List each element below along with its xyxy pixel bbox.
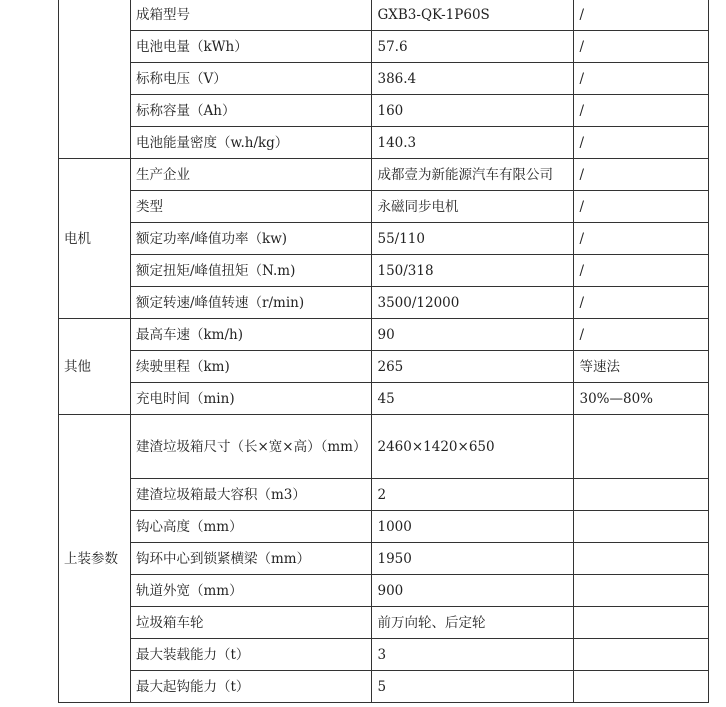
param-cell: 最大起钩能力（t） <box>131 671 372 703</box>
note-cell <box>574 415 709 479</box>
param-cell: 生产企业 <box>131 159 372 191</box>
table-row <box>59 31 709 63</box>
value-cell: 386.4 <box>372 63 574 95</box>
group-label-battery <box>59 0 131 159</box>
value-cell: 57.6 <box>372 31 574 63</box>
value-cell: 1950 <box>372 543 574 575</box>
table-row <box>59 575 709 607</box>
param-cell: 垃圾箱车轮 <box>131 607 372 639</box>
group-label-body-params: 上装参数 <box>59 415 131 703</box>
group-label-motor: 电机 <box>59 159 131 319</box>
value-cell: 55/110 <box>372 223 574 255</box>
note-cell <box>574 543 709 575</box>
note-cell <box>574 511 709 543</box>
table-row <box>59 95 709 127</box>
param-cell: 最大装载能力（t） <box>131 639 372 671</box>
table-row <box>59 191 709 223</box>
note-cell: / <box>574 31 709 63</box>
note-cell <box>574 575 709 607</box>
table-row <box>59 223 709 255</box>
note-cell <box>574 671 709 703</box>
value-cell: 90 <box>372 319 574 351</box>
note-cell: / <box>574 127 709 159</box>
value-cell: 成都壹为新能源汽车有限公司 <box>372 159 574 191</box>
value-cell: 永磁同步电机 <box>372 191 574 223</box>
param-cell: 额定扭矩/峰值扭矩（N.m) <box>131 255 372 287</box>
value-cell: 150/318 <box>372 255 574 287</box>
table-row <box>59 383 709 415</box>
param-cell: 电池能量密度（w.h/kg） <box>131 127 372 159</box>
param-cell: 标称容量（Ah） <box>131 95 372 127</box>
param-cell: 额定功率/峰值功率（kw) <box>131 223 372 255</box>
note-cell: / <box>574 63 709 95</box>
value-cell: 1000 <box>372 511 574 543</box>
param-cell: 成箱型号 <box>131 0 372 31</box>
table-row <box>59 607 709 639</box>
value-cell: 2 <box>372 479 574 511</box>
value-cell: 900 <box>372 575 574 607</box>
note-cell: / <box>574 159 709 191</box>
table-row <box>59 0 709 31</box>
value-cell: 45 <box>372 383 574 415</box>
group-label-other: 其他 <box>59 319 131 415</box>
value-cell: 265 <box>372 351 574 383</box>
note-cell: / <box>574 95 709 127</box>
table-row <box>59 63 709 95</box>
table-row <box>59 127 709 159</box>
table-row <box>59 639 709 671</box>
value-cell: 140.3 <box>372 127 574 159</box>
param-cell: 建渣垃圾箱最大容积（m3） <box>131 479 372 511</box>
note-cell: 30%—80% <box>574 383 709 415</box>
table-row <box>59 159 709 191</box>
param-cell: 钩环中心到锁紧横梁（mm） <box>131 543 372 575</box>
value-cell: 3 <box>372 639 574 671</box>
spec-table <box>58 0 709 703</box>
note-cell <box>574 639 709 671</box>
table-row <box>59 511 709 543</box>
table-row <box>59 415 709 479</box>
param-cell: 额定转速/峰值转速（r/min) <box>131 287 372 319</box>
table-row <box>59 255 709 287</box>
note-cell <box>574 607 709 639</box>
note-cell: / <box>574 287 709 319</box>
note-cell: / <box>574 191 709 223</box>
param-cell: 类型 <box>131 191 372 223</box>
note-cell: 等速法 <box>574 351 709 383</box>
note-cell: / <box>574 319 709 351</box>
table-row <box>59 671 709 703</box>
note-cell: / <box>574 0 709 31</box>
table-row <box>59 543 709 575</box>
value-cell: 5 <box>372 671 574 703</box>
value-cell: GXB3-QK-1P60S <box>372 0 574 31</box>
table-row <box>59 287 709 319</box>
param-cell: 轨道外宽（mm） <box>131 575 372 607</box>
value-cell: 3500/12000 <box>372 287 574 319</box>
param-cell: 电池电量（kWh） <box>131 31 372 63</box>
table-row <box>59 319 709 351</box>
param-cell: 标称电压（V） <box>131 63 372 95</box>
param-cell: 钩心高度（mm） <box>131 511 372 543</box>
note-cell: / <box>574 255 709 287</box>
param-cell: 充电时间（min) <box>131 383 372 415</box>
note-cell <box>574 479 709 511</box>
note-cell: / <box>574 223 709 255</box>
param-cell: 建渣垃圾箱尺寸（长×宽×高）（mm） <box>131 415 372 479</box>
value-cell: 160 <box>372 95 574 127</box>
table-row <box>59 351 709 383</box>
table-row <box>59 479 709 511</box>
param-cell: 续驶里程（km) <box>131 351 372 383</box>
value-cell: 2460×1420×650 <box>372 415 574 479</box>
param-cell: 最高车速（km/h) <box>131 319 372 351</box>
value-cell: 前万向轮、后定轮 <box>372 607 574 639</box>
